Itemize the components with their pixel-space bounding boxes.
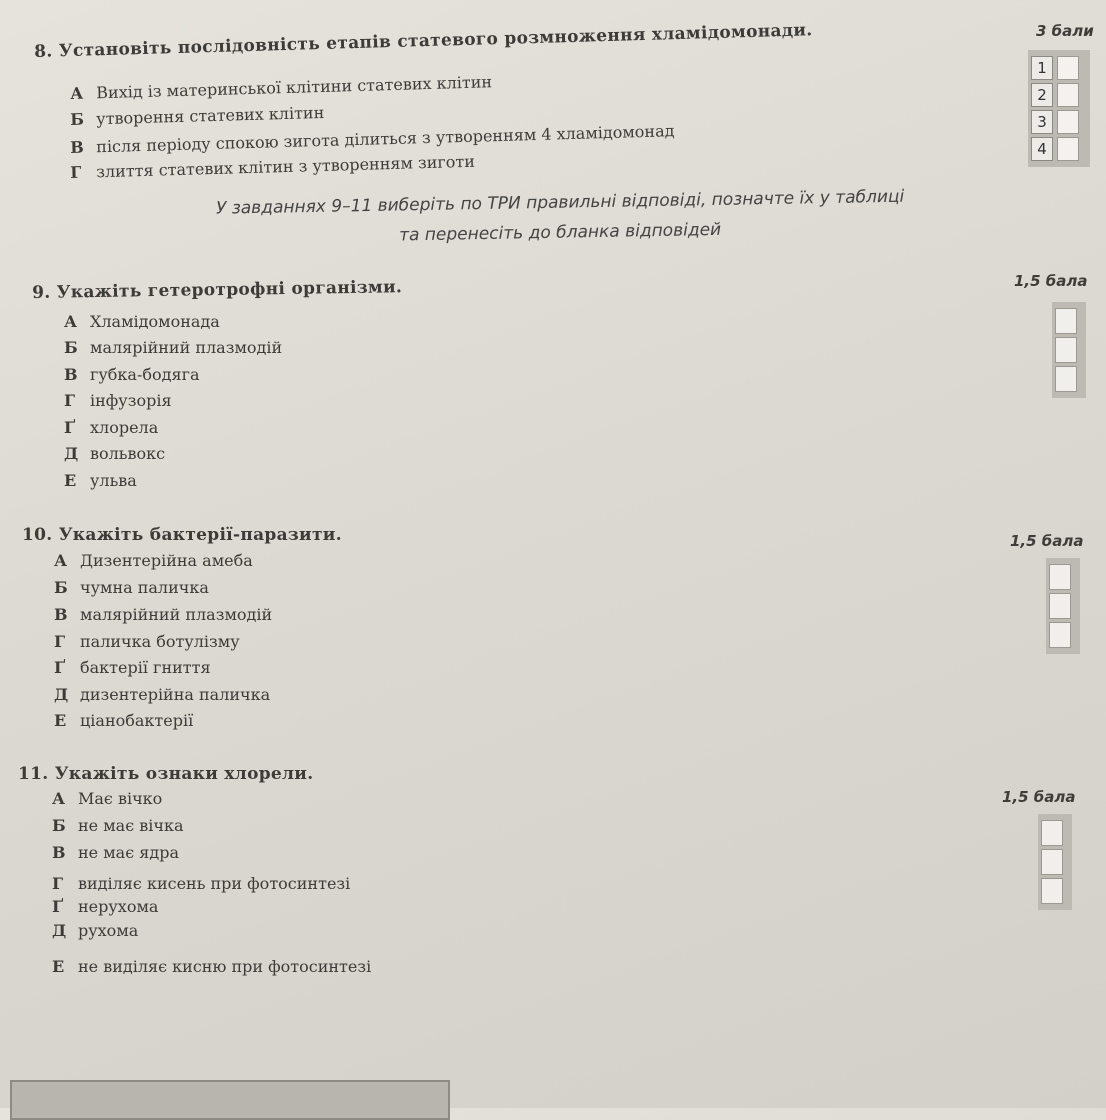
option-text: паличка ботулізму <box>80 632 240 651</box>
grid-row-4 <box>1031 137 1087 161</box>
q10-option-g <box>54 658 211 677</box>
answer-cell[interactable] <box>1041 878 1063 904</box>
option-letter: Е <box>64 471 77 490</box>
question-10-points: 1,5 бала <box>1010 532 1084 550</box>
question-9-points: 1,5 бала <box>1014 272 1088 290</box>
question-10-number: 10. <box>22 525 53 545</box>
q9-option-v <box>64 365 200 384</box>
q11-option-h <box>52 874 350 893</box>
option-text: виділяє кисень при фотосинтезі <box>78 874 351 893</box>
option-letter: Е <box>54 711 67 730</box>
option-text: вольвокс <box>90 444 166 463</box>
grid-row-3 <box>1031 110 1087 134</box>
grid-row-1 <box>1031 56 1087 80</box>
option-text: після періоду спокою зигота ділиться з утворенням 4 хламідомонад <box>95 121 675 157</box>
answer-cell[interactable] <box>1041 849 1063 875</box>
option-text: Має вічко <box>78 789 163 808</box>
q10-option-e <box>54 711 193 730</box>
question-8-number: 8. <box>34 41 53 62</box>
question-11-number: 11. <box>18 764 49 784</box>
option-text: бактерії гниття <box>80 658 211 677</box>
option-letter: Ґ <box>52 897 64 916</box>
grid-number: 4 <box>1031 137 1053 161</box>
question-10-title <box>22 525 342 545</box>
q11-answer-grid <box>1038 814 1072 910</box>
option-letter: А <box>70 83 84 103</box>
answer-cell[interactable] <box>1055 308 1077 334</box>
option-letter: Б <box>64 338 78 357</box>
option-letter: Д <box>52 921 67 940</box>
q9-option-e <box>64 471 137 490</box>
q9-answer-grid <box>1052 302 1086 398</box>
question-9-text: Укажіть гетеротрофні організми. <box>56 277 403 303</box>
instruction-line-1: У завданнях 9–11 виберіть по ТРИ правильні відповіді, позначте їх у таблиці <box>215 186 905 219</box>
q9-option-a <box>64 312 220 331</box>
answer-cell[interactable] <box>1055 337 1077 363</box>
q11-option-v <box>52 843 179 862</box>
answer-cell[interactable] <box>1049 593 1071 619</box>
question-8-points: 3 бали <box>1036 22 1094 40</box>
option-letter: Е <box>52 957 65 976</box>
question-11-points: 1,5 бала <box>1002 788 1076 806</box>
q9-option-g <box>64 418 158 437</box>
grid-row-2 <box>1031 83 1087 107</box>
option-text: ціанобактерії <box>80 711 194 730</box>
option-text: не має ядра <box>78 843 179 862</box>
option-text: утворення статевих клітин <box>95 102 325 129</box>
option-letter: Ґ <box>64 418 76 437</box>
option-letter: Ґ <box>54 658 66 677</box>
option-letter: Д <box>64 444 79 463</box>
option-letter: Г <box>54 632 66 651</box>
q9-option-h <box>64 391 172 410</box>
q10-option-b <box>54 578 209 597</box>
option-text: рухома <box>78 921 139 940</box>
q10-option-v <box>54 605 272 624</box>
answer-cell[interactable] <box>1057 110 1079 134</box>
option-letter: А <box>64 312 78 331</box>
option-letter: Г <box>64 391 76 410</box>
q9-option-b <box>64 338 282 357</box>
answer-cell[interactable] <box>1055 366 1077 392</box>
question-9-title <box>32 277 402 303</box>
option-text: губка-бодяга <box>90 365 200 384</box>
q11-option-e <box>52 957 371 976</box>
question-10-text: Укажіть бактерії-паразити. <box>58 525 342 545</box>
option-letter: Б <box>70 109 85 129</box>
question-8-text: Установіть послідовність етапів статевого розмноження хламідомонади. <box>58 20 813 62</box>
answer-cell[interactable] <box>1041 820 1063 846</box>
option-text: інфузорія <box>90 391 172 410</box>
q11-option-g <box>52 897 158 916</box>
option-text: дизентерійна паличка <box>80 685 271 704</box>
option-text: малярійний плазмодій <box>90 338 283 357</box>
q11-option-a <box>52 789 162 808</box>
q10-option-d <box>54 685 270 704</box>
question-11-text: Укажіть ознаки хлорели. <box>54 764 314 784</box>
option-letter: Б <box>52 816 66 835</box>
grid-number: 2 <box>1031 83 1053 107</box>
option-text: злиття статевих клітин з утворенням зиготи <box>95 151 476 182</box>
option-text: не виділяє кисню при фотосинтезі <box>78 957 372 976</box>
option-text: ульва <box>90 471 137 490</box>
option-text: хлорела <box>90 418 159 437</box>
option-letter: Б <box>54 578 68 597</box>
option-text: Вихід із материнської клітини статевих клітин <box>95 72 493 103</box>
instruction-line-2: та перенесіть до бланка відповідей <box>398 219 722 246</box>
option-letter: Г <box>70 162 82 182</box>
q10-option-a <box>54 551 253 570</box>
q10-option-h <box>54 632 240 651</box>
option-letter: А <box>52 789 66 808</box>
option-letter: В <box>52 843 66 862</box>
answer-cell[interactable] <box>1057 83 1079 107</box>
option-letter: Г <box>52 874 64 893</box>
q10-answer-grid <box>1046 558 1080 654</box>
q8-sequence-grid <box>1028 50 1090 167</box>
option-letter: В <box>64 365 78 384</box>
option-text: малярійний плазмодій <box>80 605 273 624</box>
footer-frame <box>10 1080 450 1120</box>
grid-number: 3 <box>1031 110 1053 134</box>
q11-option-b <box>52 816 184 835</box>
option-text: Дизентерійна амеба <box>80 551 253 570</box>
grid-number: 1 <box>1031 56 1053 80</box>
answer-cell[interactable] <box>1057 56 1079 80</box>
option-letter: Д <box>54 685 69 704</box>
q8-option-a <box>70 72 492 103</box>
q8-option-b <box>70 103 324 129</box>
question-11-title <box>18 764 313 784</box>
question-8-title <box>34 20 813 62</box>
option-letter: А <box>54 551 68 570</box>
option-text: чумна паличка <box>80 578 209 597</box>
answer-cell[interactable] <box>1049 564 1071 590</box>
option-text: нерухома <box>78 897 159 916</box>
q8-option-v <box>70 121 675 157</box>
q9-option-d <box>64 444 165 463</box>
option-text: не має вічка <box>78 816 184 835</box>
option-letter: В <box>70 137 85 157</box>
answer-cell[interactable] <box>1049 622 1071 648</box>
q11-option-d <box>52 921 138 940</box>
option-text: Хламідомонада <box>90 312 220 331</box>
q8-option-h <box>70 152 475 182</box>
answer-cell[interactable] <box>1057 137 1079 161</box>
question-9-number: 9. <box>32 282 51 303</box>
option-letter: В <box>54 605 68 624</box>
